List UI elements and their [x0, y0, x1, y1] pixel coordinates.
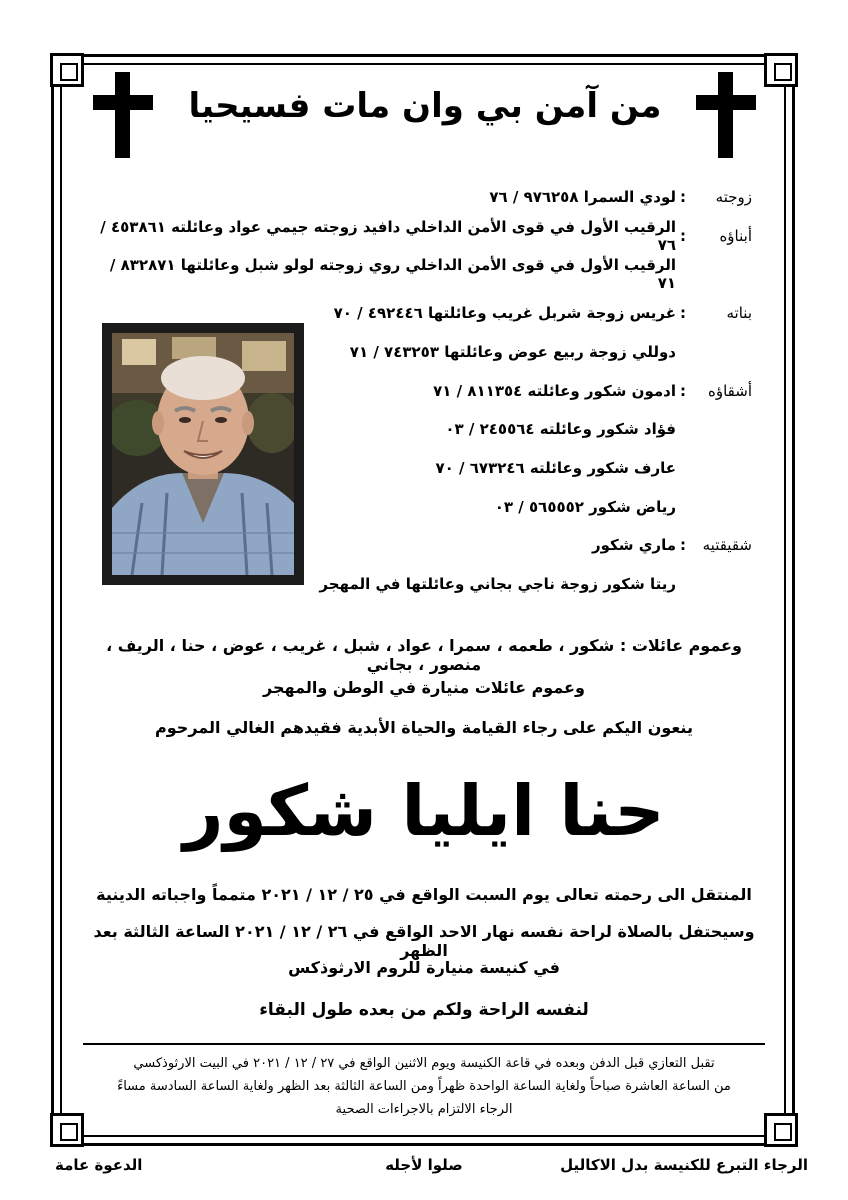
separator-colon: :: [680, 382, 686, 400]
family-member: ماري شكور: [591, 536, 676, 554]
public-invitation: الدعوة عامة: [55, 1156, 143, 1174]
divider: [83, 1043, 765, 1045]
page-title: من آمن بي وان مات فسيحيا: [188, 86, 662, 126]
family-role-label: أشقاؤه: [708, 382, 752, 400]
deceased-photo: [102, 323, 304, 585]
family-member: ادمون شكور وعائلته ٨١١٣٥٤ / ٧١: [433, 382, 676, 400]
separator-colon: :: [680, 188, 686, 206]
corner-ornament-top-right: [764, 53, 798, 87]
family-role-label: أبناؤه: [719, 227, 752, 245]
family-member: غريس زوجة شربل غريب وعائلتها ٤٩٢٤٤٦ / ٧٠: [333, 304, 676, 322]
separator-colon: :: [680, 227, 686, 245]
family-member: ريتا شكور زوجة ناجي بجاني وعائلتها في المهجر: [319, 575, 676, 593]
church-line: في كنيسة منيارة للروم الارثوذكس: [288, 958, 560, 977]
funeral-line: وسيحتفل بالصلاة لراحة نفسه نهار الاحد الواقع في ٢٦ / ١٢ / ٢٠٢١ الساعة الثالثة بعد الظهر: [93, 922, 755, 960]
cross-icon: [696, 72, 756, 158]
donation-request: الرجاء التبرع للكنيسة بدل الاكاليل: [560, 1156, 808, 1174]
family-role-label: زوجته: [715, 188, 752, 206]
corner-ornament-bottom-left: [50, 1113, 84, 1147]
families-line: وعموم عائلات : شكور ، طعمه ، سمرا ، عواد ، شبل ، غريب ، عوض ، حنا ، الريف ، منصور ، بجاني: [106, 636, 742, 674]
cross-icon: [93, 72, 153, 158]
condolences-line: تقبل التعازي قبل الدفن وبعده في قاعة الكنيسة ويوم الاثنين الواقع في ٢٧ / ١٢ / ٢٠٢١ في البيت الارثوذكسي: [133, 1056, 715, 1071]
separator-colon: :: [680, 536, 686, 554]
corner-ornament-top-left: [50, 53, 84, 87]
family-member: رياض شكور ٥٦٥٥٥٢ / ٠٣: [494, 498, 676, 516]
blessing-line: لنفسه الراحة ولكم من بعده طول البقاء: [259, 1000, 589, 1020]
deceased-name: حنا ايليا شكور: [183, 770, 665, 852]
health-measures-line: الرجاء الالتزام بالاجراءات الصحية: [335, 1102, 513, 1117]
announcement-line: ينعون اليكم على رجاء القيامة والحياة الأبدية فقيدهم الغالي المرحوم: [155, 718, 693, 737]
family-member: دوللي زوجة ربيع عوض وعائلتها ٧٤٣٢٥٣ / ٧١: [349, 343, 676, 361]
corner-ornament-bottom-right: [764, 1113, 798, 1147]
death-date-line: المنتقل الى رحمته تعالى يوم السبت الواقع في ٢٥ / ١٢ / ٢٠٢١ متمماً واجباته الدينية: [96, 885, 752, 904]
family-row: [92, 256, 752, 292]
separator-colon: :: [680, 304, 686, 322]
condolences-hours-line: من الساعة العاشرة صباحاً ولغاية الساعة الواحدة ظهراً ومن الساعة الثالثة بعد الظهر ولغاية الساعة السادسة مساءً: [117, 1079, 731, 1094]
family-member: الرقيب الأول في قوى الأمن الداخلي دافيد زوجته جيمي عواد وعائلته ٤٥٣٨٦١ / ٧٦: [100, 218, 676, 254]
family-role-label: شقيقتيه: [702, 536, 752, 554]
family-role-label: بناته: [726, 304, 752, 322]
families-line-2: وعموم عائلات منيارة في الوطن والمهجر: [263, 678, 585, 697]
pray-for-him: صلوا لأجله: [385, 1156, 463, 1174]
family-member: الرقيب الأول في قوى الأمن الداخلي روي زوجته لولو شبل وعائلتها ٨٣٢٨٧١ / ٧١: [109, 256, 676, 292]
family-member: فؤاد شكور وعائلته ٢٤٥٥٦٤ / ٠٣: [445, 420, 676, 438]
family-member: عارف شكور وعائلته ٦٧٣٢٤٦ / ٧٠: [435, 459, 676, 477]
family-row: [92, 183, 752, 211]
family-member: لودي السمرا ٩٧٦٢٥٨ / ٧٦: [489, 188, 676, 206]
family-row: [92, 218, 752, 254]
